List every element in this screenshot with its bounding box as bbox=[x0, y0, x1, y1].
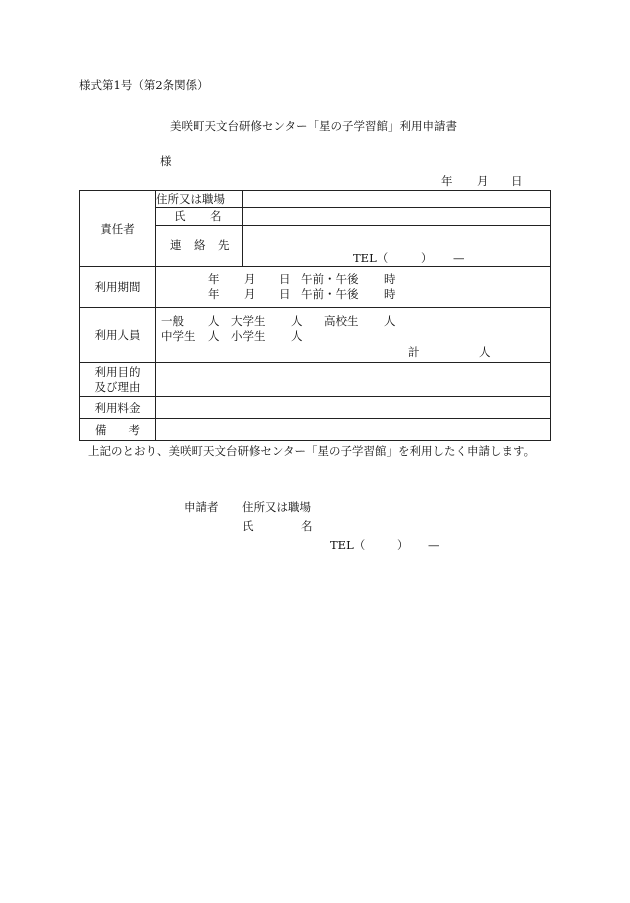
people-high-unit: 人 bbox=[384, 314, 396, 328]
applicant-name-label-1: 氏 bbox=[242, 519, 254, 533]
people-general-unit: 人 bbox=[208, 314, 220, 328]
applicant-address-label: 住所又は職場 bbox=[242, 500, 311, 514]
applicant-tel-dash: — bbox=[428, 538, 440, 552]
period-start-year: 年 bbox=[208, 272, 220, 286]
people-total-label: 計 bbox=[408, 345, 420, 359]
date-day-label: 日 bbox=[511, 174, 523, 188]
applicant-name-label-2: 名 bbox=[301, 519, 313, 533]
people-elem-unit: 人 bbox=[291, 329, 303, 343]
tel-label: TEL（ bbox=[353, 251, 389, 265]
period-end-year: 年 bbox=[208, 287, 220, 301]
period-field[interactable] bbox=[156, 267, 551, 308]
date-month-label: 月 bbox=[477, 174, 489, 188]
contact-label-3: 先 bbox=[218, 238, 230, 252]
people-elem-label: 小学生 bbox=[231, 329, 266, 343]
period-end-hour: 時 bbox=[384, 287, 396, 301]
tel-dash: — bbox=[453, 251, 465, 265]
people-middle-unit: 人 bbox=[208, 329, 220, 343]
date-year-label: 年 bbox=[441, 174, 453, 188]
purpose-header bbox=[80, 363, 156, 397]
name-field[interactable] bbox=[243, 208, 551, 226]
fee-header: 利用料金 bbox=[80, 397, 156, 419]
name-label-cell bbox=[156, 208, 243, 226]
contact-label-1: 連 bbox=[170, 238, 182, 252]
remarks-label-2: 考 bbox=[128, 422, 140, 437]
form-number: 様式第1号（第2条関係） bbox=[79, 78, 209, 92]
period-end-month: 月 bbox=[244, 287, 256, 301]
remarks-label-1: 備 bbox=[95, 422, 107, 437]
remarks-field[interactable] bbox=[156, 419, 551, 441]
address-field[interactable] bbox=[243, 191, 551, 208]
name-label-2: 名 bbox=[210, 209, 222, 223]
application-table bbox=[79, 190, 551, 441]
fee-field[interactable] bbox=[156, 397, 551, 419]
purpose-field[interactable] bbox=[156, 363, 551, 397]
remarks-header bbox=[80, 419, 156, 441]
people-total-unit: 人 bbox=[479, 345, 491, 359]
contact-label-2: 絡 bbox=[194, 238, 206, 252]
purpose-label-2: 及び理由 bbox=[94, 379, 141, 394]
address-label: 住所又は職場 bbox=[156, 191, 243, 208]
people-middle-label: 中学生 bbox=[161, 329, 196, 343]
applicant-label: 申請者 bbox=[184, 500, 219, 514]
responsible-header: 責任者 bbox=[80, 191, 156, 267]
purpose-label-1: 利用目的 bbox=[94, 364, 141, 379]
period-end-ampm: 午前・午後 bbox=[301, 287, 359, 301]
period-start-day: 日 bbox=[279, 272, 291, 286]
declaration-text: 上記のとおり、美咲町天文台研修センター「星の子学習館」を利用したく申請します。 bbox=[88, 444, 536, 458]
period-end-day: 日 bbox=[279, 287, 291, 301]
name-label-1: 氏 bbox=[174, 209, 186, 223]
period-start-hour: 時 bbox=[384, 272, 396, 286]
period-start-month: 月 bbox=[244, 272, 256, 286]
people-univ-unit: 人 bbox=[291, 314, 303, 328]
people-header: 利用人員 bbox=[80, 308, 156, 363]
people-field[interactable] bbox=[156, 308, 551, 363]
form-title: 美咲町天文台研修センター「星の子学習館」利用申請書 bbox=[170, 119, 458, 133]
period-start-ampm: 午前・午後 bbox=[301, 272, 359, 286]
addressee-honorific: 様 bbox=[160, 154, 172, 168]
people-univ-label: 大学生 bbox=[231, 314, 266, 328]
contact-label-cell bbox=[156, 226, 243, 267]
tel-close: ） bbox=[421, 251, 433, 265]
period-header: 利用期間 bbox=[80, 267, 156, 308]
applicant-tel-label: TEL（ bbox=[330, 538, 366, 552]
applicant-tel-close: ） bbox=[397, 538, 409, 552]
contact-field[interactable] bbox=[243, 226, 551, 267]
people-general-label: 一般 bbox=[161, 314, 184, 328]
people-high-label: 高校生 bbox=[324, 314, 359, 328]
